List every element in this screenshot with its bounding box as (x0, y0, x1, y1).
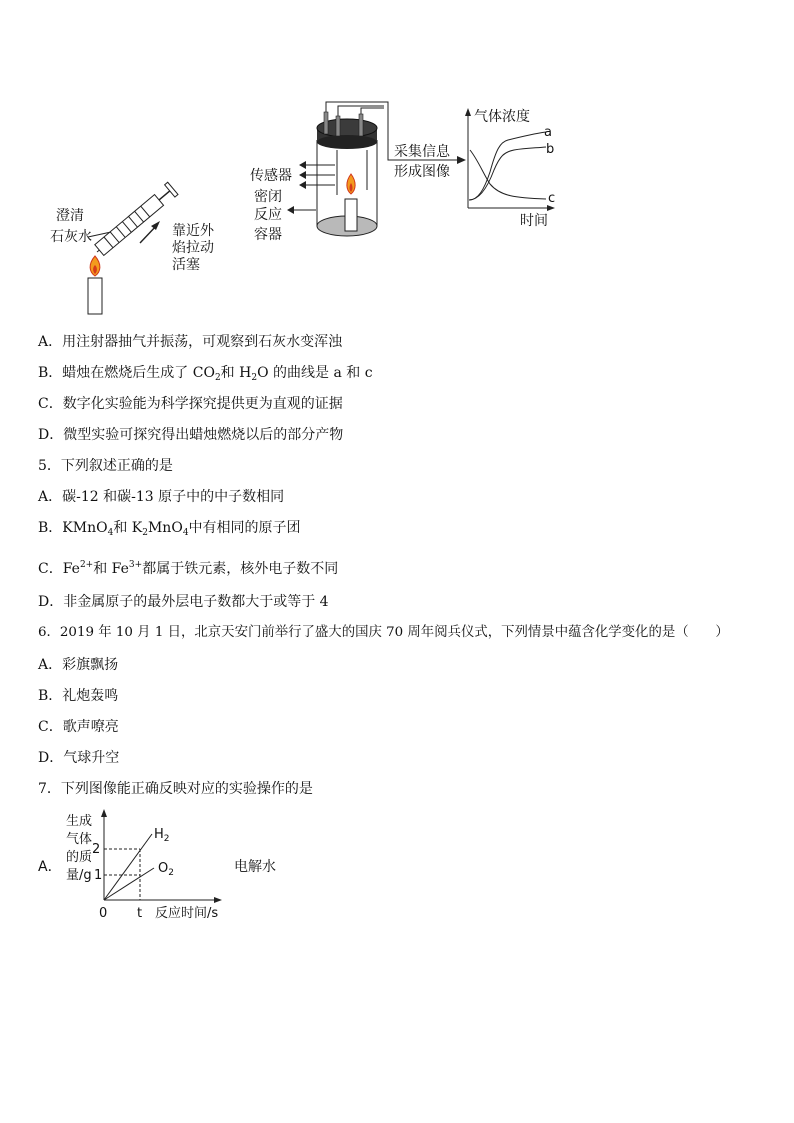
left-candle (88, 256, 102, 314)
ylabel-line3: 的质 (66, 850, 93, 865)
tick-t: t (137, 906, 143, 921)
container-label-line1: 密闭 (254, 189, 282, 205)
curve-b-label: b (546, 142, 555, 157)
q5-option-c: C．$Fe^{2+}$和 $Fe^{3+}$都属于铁元素，核外电子数不同 (38, 560, 339, 577)
q7-option-a-graph (0, 800, 794, 930)
container-label-line3: 容器 (254, 227, 282, 243)
x-axis-label: 反应时间/s (155, 906, 219, 921)
tick-2: 2 (92, 842, 101, 857)
syringe-label-line1: 澄清 (56, 208, 84, 224)
q7-stem: 7．下列图像能正确反映对应的实验操作的是 (38, 781, 313, 797)
tick-1: 1 (94, 868, 103, 883)
syringe-label-line2: 石灰水 (50, 229, 92, 245)
collect-label-line1: 采集信息 (394, 144, 450, 160)
q6-option-c: C．歌声嘹亮 (38, 719, 119, 735)
sensor-label: 传感器 (250, 168, 292, 184)
q5-option-b: B．KMnO$_4$和 $K_2MnO_4$中有相同的原子团 (38, 520, 301, 538)
q5-stem: 5．下列叙述正确的是 (38, 458, 173, 474)
container-label-line2: 反应 (254, 207, 282, 223)
q4-option-d: D．微型实验可探究得出蜡烛燃烧以后的部分产物 (38, 427, 344, 443)
h2-line (104, 834, 152, 900)
origin-label: 0 (99, 906, 108, 921)
ylabel-line1: 生成 (66, 814, 93, 829)
ylabel-line2: 气体 (66, 832, 93, 847)
q4-option-c: C．数字化实验能为科学探究提供更为直观的证据 (38, 396, 343, 412)
o2-line (104, 868, 154, 900)
graph-ylabel: 气体浓度 (474, 109, 530, 125)
q5-option-a: A．碳-12 和碳-13 原子中的中子数相同 (38, 489, 285, 505)
ylabel-line4: 量/g (66, 868, 92, 883)
caption-electrolysis: 电解水 (234, 859, 276, 875)
syringe (92, 182, 178, 258)
curve-a-label: a (544, 125, 552, 140)
collect-label-line2: 形成图像 (394, 164, 450, 180)
curve-c-label: c (548, 191, 556, 206)
q5-option-d: D．非金属原子的最外层电子数都大于或等于 4 (38, 594, 329, 610)
q7-option-a-label: A． (38, 859, 62, 875)
experiment-figure (0, 0, 794, 330)
q4-option-b: B．蜡烛在燃烧后生成了 $CO_2$和 $H_2O$ 的曲线是 a 和 c (38, 365, 373, 383)
h2-label: $H_2$ (154, 827, 170, 844)
q4-option-a: A．用注射器抽气并振荡，可观察到石灰水变浑浊 (38, 334, 343, 350)
arrow-label-line1: 靠近外 (172, 223, 214, 239)
arrow-label-line2: 焰拉动 (172, 240, 214, 256)
q6-option-a: A．彩旗飘扬 (38, 657, 119, 673)
q6-option-d: D．气球升空 (38, 750, 120, 766)
q6-stem: 6．2019 年 10 月 1 日，北京天安门前举行了盛大的国庆 70 周年阅兵仪式，下列情景中蕴含化学变化的是（ ） (38, 625, 729, 640)
graph-xlabel: 时间 (520, 213, 548, 229)
q6-option-b: B．礼炮轰鸣 (38, 688, 119, 704)
o2-label: $O_2$ (158, 861, 174, 878)
arrow-label-line3: 活塞 (172, 257, 200, 273)
